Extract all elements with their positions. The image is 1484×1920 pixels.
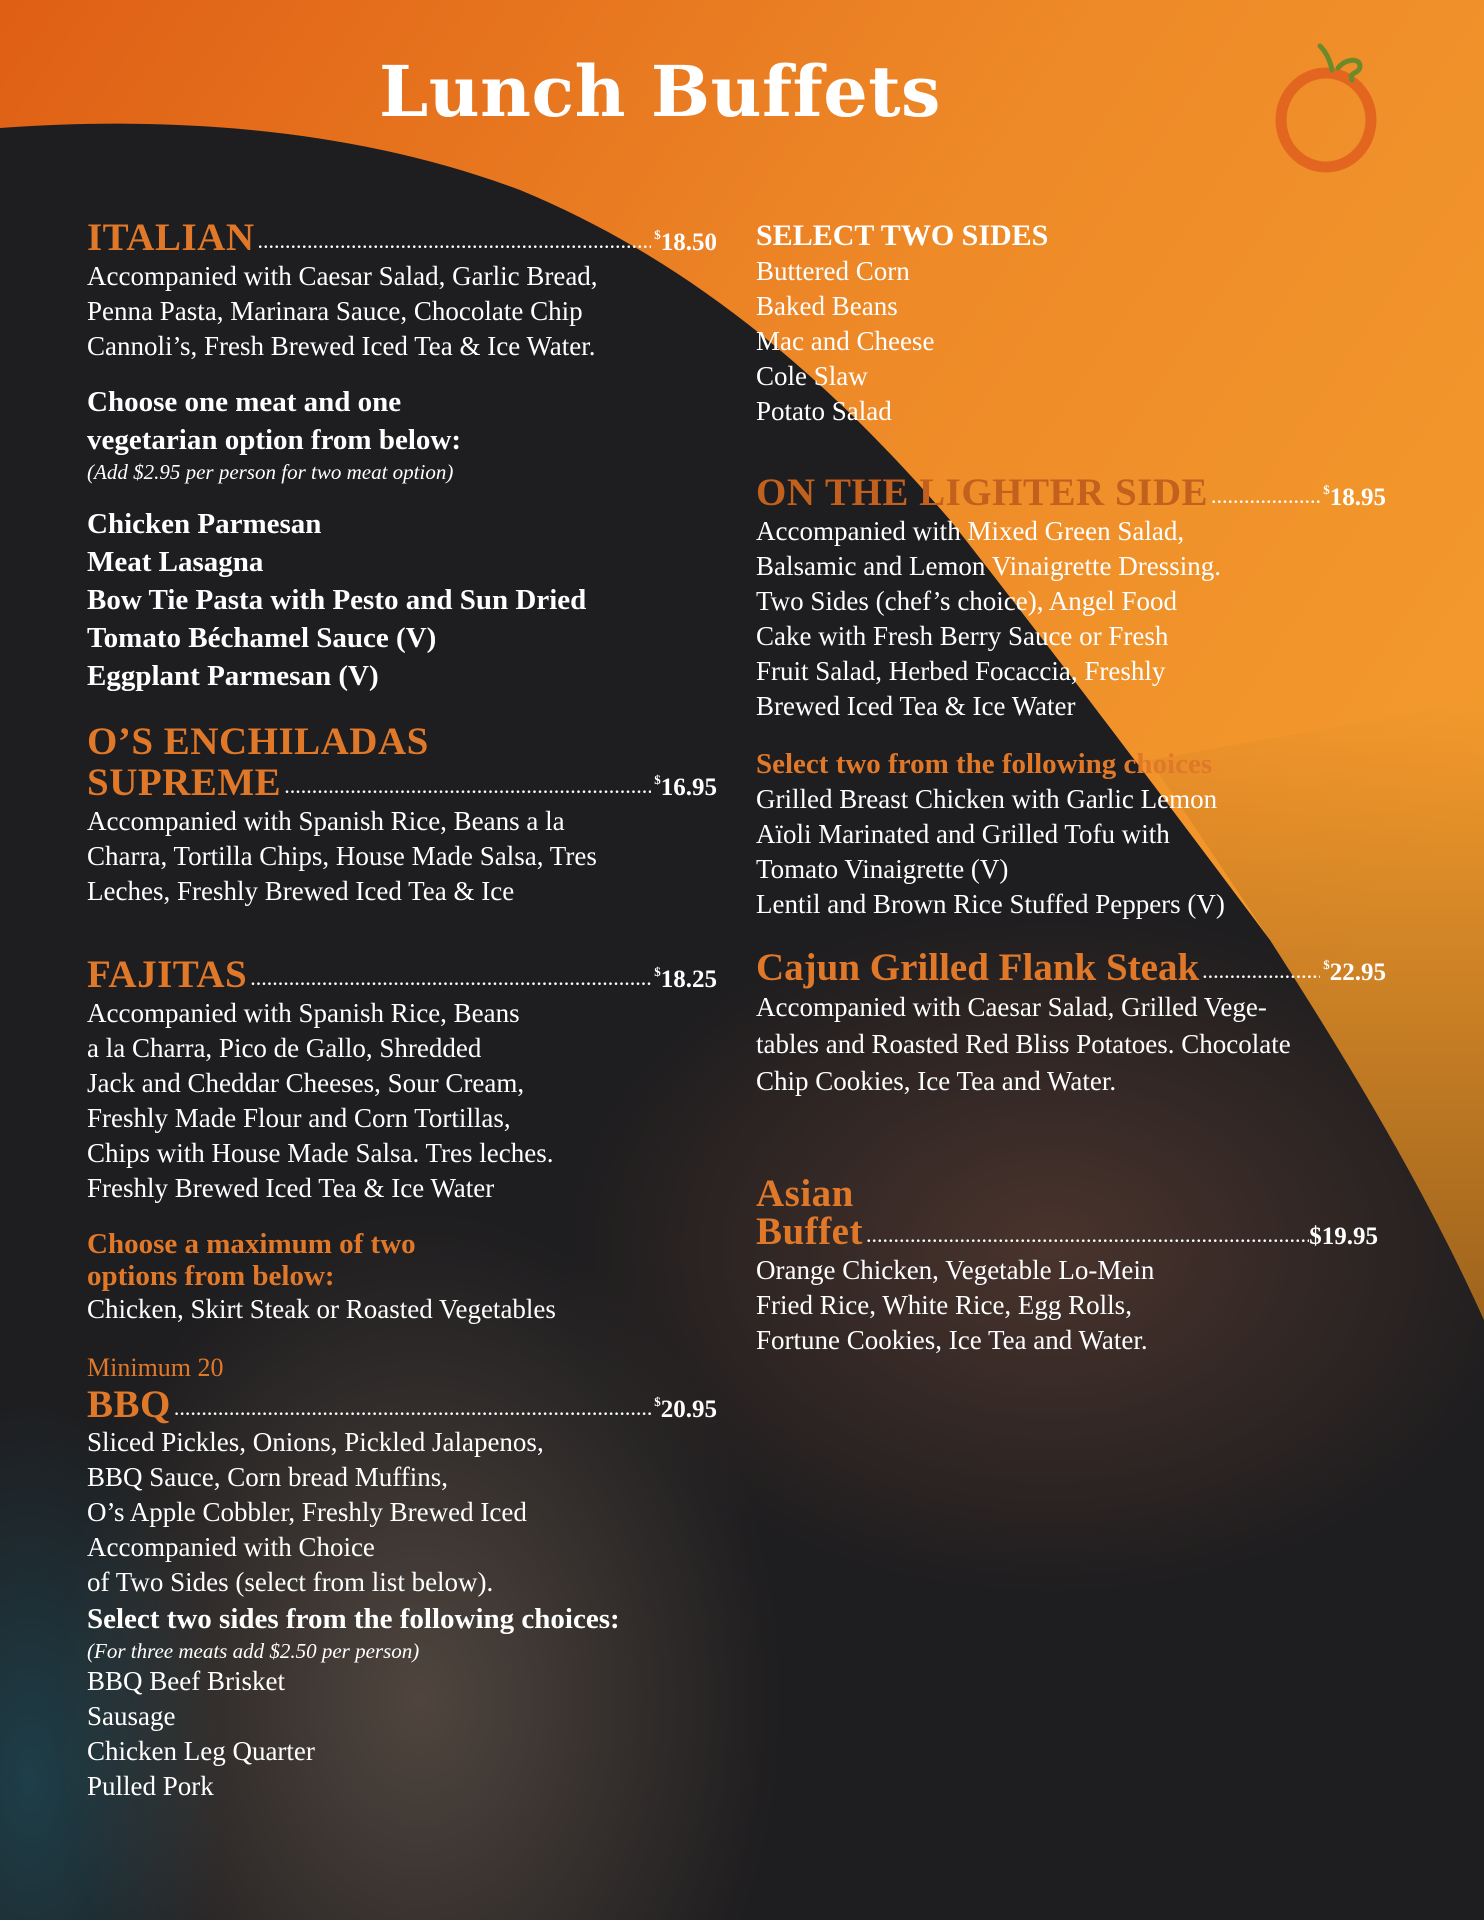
dot-leader (257, 230, 651, 252)
side-item: Buttered Corn (756, 256, 910, 286)
dot-leader (284, 775, 651, 797)
description-line: Fortune Cookies, Ice Tea and Water. (756, 1325, 1148, 1355)
dot-leader (1202, 960, 1320, 982)
cajun-price (1323, 957, 1386, 986)
page-title: Lunch Buffets (379, 50, 941, 133)
lighter-options (756, 782, 1386, 922)
fajitas-description (87, 996, 717, 1206)
enchiladas-header (87, 763, 717, 802)
description-line: Fried Rice, White Rice, Egg Rolls, (756, 1290, 1132, 1320)
menu-option: Bow Tie Pasta with Pesto and Sun Dried (87, 584, 587, 616)
italian-header (87, 218, 717, 257)
choose-line: Choose one meat and one (87, 386, 402, 418)
menu-option: Chicken Leg Quarter (87, 1736, 315, 1766)
description-line: Jack and Cheddar Cheeses, Sour Cream, (87, 1068, 525, 1098)
italian-price-value: 18.50 (660, 229, 717, 256)
asian-description (756, 1253, 1386, 1358)
dot-leader (250, 967, 651, 989)
description-line: Fruit Salad, Herbed Focaccia, Freshly (756, 656, 1166, 686)
description-line: Brewed Iced Tea & Ice Water (756, 691, 1076, 721)
description-line: tables and Roasted Red Bliss Potatoes. Chocolate (756, 1029, 1291, 1059)
description-line: Two Sides (chef’s choice), Angel Food (756, 586, 1178, 616)
asian-title-line1: Asian (756, 1172, 854, 1215)
choose-line: Choose a maximum of two (87, 1228, 416, 1260)
bbq-title: BBQ (87, 1383, 171, 1426)
description-line: Accompanied with Choice (87, 1532, 375, 1562)
enchiladas-title-line1: O’S ENCHILADAS (87, 720, 429, 763)
lighter-section (756, 473, 1386, 922)
sides-list (756, 254, 1386, 429)
menu-option: Tomato Vinaigrette (V) (756, 854, 1009, 884)
cajun-price-value: 22.95 (1329, 959, 1386, 986)
menu-option: Meat Lasagna (87, 546, 264, 578)
currency-symbol: $ (1323, 482, 1330, 497)
description-line: Accompanied with Spanish Rice, Beans (87, 998, 520, 1028)
menu-option: Grilled Breast Chicken with Garlic Lemon (756, 784, 1218, 814)
dot-leader (174, 1397, 651, 1419)
description-line: Cannoli’s, Fresh Brewed Iced Tea & Ice Water. (87, 331, 596, 361)
bbq-price-value: 20.95 (660, 1396, 717, 1423)
description-line: Freshly Made Flour and Corn Tortillas, (87, 1103, 511, 1133)
asian-price: $19.95 (1309, 1223, 1378, 1250)
description-line: Accompanied with Spanish Rice, Beans a la (87, 806, 565, 836)
enchiladas-price (654, 772, 717, 801)
italian-title: ITALIAN (87, 216, 255, 259)
cajun-section (756, 948, 1386, 1100)
cajun-header (756, 948, 1386, 987)
lighter-price (1323, 482, 1386, 511)
description-line: a la Charra, Pico de Gallo, Shredded (87, 1033, 482, 1063)
menu-option: Pulled Pork (87, 1771, 214, 1801)
enchiladas-description (87, 804, 717, 909)
italian-options (87, 505, 717, 695)
dot-leader (866, 1224, 1309, 1246)
description-line: Sliced Pickles, Onions, Pickled Jalapenos, (87, 1427, 544, 1457)
asian-section (756, 1172, 1386, 1358)
cajun-title: Cajun Grilled Flank Steak (756, 946, 1200, 989)
side-item: Cole Slaw (756, 361, 868, 391)
lighter-description (756, 514, 1386, 724)
bbq-description (87, 1425, 717, 1600)
description-line: BBQ Sauce, Corn bread Muffins, (87, 1462, 448, 1492)
italian-price (654, 227, 717, 256)
currency-symbol: $ (654, 227, 661, 242)
description-line: Penna Pasta, Marinara Sauce, Chocolate Chip (87, 296, 583, 326)
asian-title-line2: Buffet (756, 1210, 863, 1253)
menu-option: Aïoli Marinated and Grilled Tofu with (756, 819, 1170, 849)
menu-option: Sausage (87, 1701, 176, 1731)
cajun-description (756, 989, 1386, 1100)
lighter-price-value: 18.95 (1329, 484, 1386, 511)
description-line: Accompanied with Caesar Salad, Grilled Vege- (756, 992, 1267, 1022)
dot-leader (1211, 485, 1320, 507)
sides-heading: SELECT TWO SIDES (756, 219, 1049, 252)
lighter-choose-heading: Select two from the following choices (756, 748, 1213, 780)
currency-symbol: $ (654, 964, 661, 979)
menu-option: BBQ Beef Brisket (87, 1666, 285, 1696)
bbq-header (87, 1385, 717, 1424)
fajitas-title: FAJITAS (87, 953, 248, 996)
menu-option: Eggplant Parmesan (V) (87, 660, 379, 692)
right-column (756, 218, 1386, 1358)
menu-option: Tomato Béchamel Sauce (V) (87, 622, 437, 654)
choose-line: vegetarian option from below: (87, 424, 461, 456)
side-item: Baked Beans (756, 291, 898, 321)
menu-option: Chicken Parmesan (87, 508, 322, 540)
italian-note: (Add $2.95 per person for two meat option) (87, 460, 454, 484)
description-line: Accompanied with Caesar Salad, Garlic Bread, (87, 261, 598, 291)
description-line: of Two Sides (select from list below). (87, 1567, 494, 1597)
italian-section (87, 218, 717, 695)
description-line: Chips with House Made Salsa. Tres leches. (87, 1138, 554, 1168)
lighter-title: ON THE LIGHTER SIDE (756, 471, 1209, 514)
side-item: Potato Salad (756, 396, 892, 426)
enchiladas-price-value: 16.95 (660, 774, 717, 801)
bbq-section (87, 1351, 717, 1804)
fajitas-choose-heading (87, 1228, 717, 1292)
bbq-choose-heading: Select two sides from the following choices: (87, 1603, 620, 1635)
sides-section (756, 218, 1386, 429)
fajitas-header (87, 955, 717, 994)
enchiladas-section (87, 721, 717, 909)
currency-symbol: $ (1323, 957, 1330, 972)
description-line: Balsamic and Lemon Vinaigrette Dressing. (756, 551, 1222, 581)
bbq-options (87, 1664, 717, 1804)
currency-symbol: $ (654, 772, 661, 787)
description-line: Charra, Tortilla Chips, House Made Salsa, Tres (87, 841, 597, 871)
bbq-price (654, 1394, 717, 1423)
description-line: Chip Cookies, Ice Tea and Water. (756, 1066, 1117, 1096)
italian-choose-heading (87, 383, 717, 459)
description-line: Freshly Brewed Iced Tea & Ice Water (87, 1173, 495, 1203)
left-column (87, 218, 717, 1804)
description-line: Cake with Fresh Berry Sauce or Fresh (756, 621, 1169, 651)
bbq-note: (For three meats add $2.50 per person) (87, 1639, 420, 1663)
description-line: O’s Apple Cobbler, Freshly Brewed Iced (87, 1497, 527, 1527)
description-line: Orange Chicken, Vegetable Lo-Mein (756, 1255, 1155, 1285)
description-line: Accompanied with Mixed Green Salad, (756, 516, 1185, 546)
lighter-header (756, 473, 1386, 512)
enchiladas-title-line2: SUPREME (87, 761, 282, 804)
fajitas-section (87, 955, 717, 1327)
choose-line: options from below: (87, 1260, 335, 1292)
bbq-minimum: Minimum 20 (87, 1353, 224, 1382)
menu-option: Lentil and Brown Rice Stuffed Peppers (V) (756, 889, 1225, 919)
currency-symbol: $ (654, 1394, 661, 1409)
asian-header (756, 1212, 1386, 1251)
fajitas-price (654, 964, 717, 993)
fajitas-options: Chicken, Skirt Steak or Roasted Vegetables (87, 1294, 556, 1324)
description-line: Leches, Freshly Brewed Iced Tea & Ice (87, 876, 515, 906)
fajitas-price-value: 18.25 (660, 966, 717, 993)
side-item: Mac and Cheese (756, 326, 935, 356)
italian-description (87, 259, 717, 364)
